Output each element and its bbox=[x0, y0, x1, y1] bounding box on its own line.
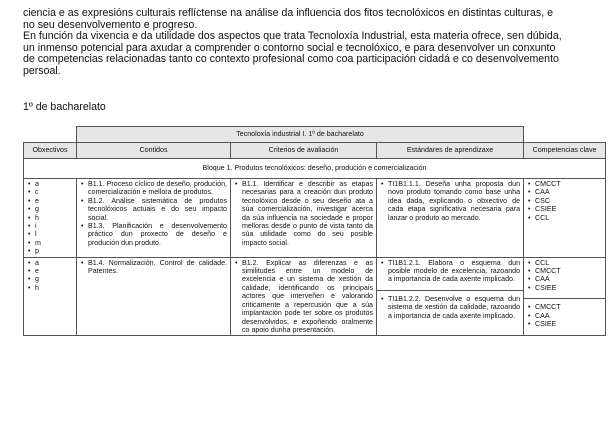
competence-item: • CAA bbox=[535, 188, 602, 196]
competence-item: • CSIEE bbox=[535, 205, 602, 213]
criteria-cell bbox=[231, 257, 377, 336]
header-competences: Competencias clave bbox=[524, 143, 606, 159]
objective-item: • p bbox=[35, 247, 73, 255]
objective-item: • a bbox=[35, 259, 73, 267]
standards-cell bbox=[377, 179, 524, 258]
objective-item: • h bbox=[35, 284, 73, 292]
objective-item: • l bbox=[35, 230, 73, 238]
curriculum-table bbox=[23, 126, 606, 336]
competences-cell bbox=[524, 257, 606, 336]
table-title: Tecnoloxía industrial I. 1º de bacharelato bbox=[77, 127, 524, 143]
contents-cell bbox=[77, 257, 231, 336]
section-heading: 1º de bacharelato bbox=[23, 101, 106, 113]
objective-item: • h bbox=[35, 214, 73, 222]
objectives-cell bbox=[24, 179, 77, 258]
intro-line: ciencia e as expresións culturais reflíctense na análise da influencia dos fitos tecnolóxicos en distintas culturas, e bbox=[23, 7, 553, 19]
objective-item: • i bbox=[35, 222, 73, 230]
content-item: • B1.4. Normalización. Control de calidade. Patentes. bbox=[88, 259, 227, 276]
competence-item: • CMCCT bbox=[535, 267, 602, 275]
content-item: • B1.3. Planificación e desenvolvemento práctico dun proxecto de deseño e produción dun produto. bbox=[88, 222, 227, 247]
objective-item: • g bbox=[35, 205, 73, 213]
intro-line: de competencias relacionadas tanto co contexto profesional como coa participación cidadá e co desenvolvemento bbox=[23, 53, 559, 66]
competence-item: • CMCCT bbox=[535, 180, 602, 188]
objectives-cell bbox=[24, 257, 77, 336]
content-item: • B1.1. Proceso cíclico de deseño, produción, comercialización e mellora de produtos. bbox=[88, 180, 227, 197]
header-objectives: Obxectivos bbox=[24, 143, 77, 159]
competence-item: • CSC bbox=[535, 197, 602, 205]
criterion-item: • B1.1. Identificar e describir as etapas necesarias para a creación dun produto tecnolóxico desde o seu deseño ata a súa comercialización, investigar acerca da súa influencia na sociedade e propor melloras desde o punto de vista tanto da súa utilidade como do seu posible impacto social. bbox=[242, 180, 373, 247]
criterion-item: • B1.2. Explicar as diferenzas e as similitudes entre un modelo de excelencia e un sistema de xestión da calidade, identificando os principais actores que interveñen e valorando criticamente a repercusión que a súa implantación pode ter sobre os produtos desenvolvidos, e expoñendo oralmente co apoio dunha presentación. bbox=[242, 259, 373, 335]
intro-line: persoal. bbox=[23, 64, 61, 77]
competence-item: • CMCCT bbox=[535, 303, 602, 311]
competence-item: • CAA bbox=[535, 312, 602, 320]
header-standards: Estándares de aprendizaxe bbox=[377, 143, 524, 159]
intro-text bbox=[23, 8, 603, 78]
objective-item: • e bbox=[35, 197, 73, 205]
competence-item: • CCL bbox=[535, 259, 602, 267]
competence-item: • CAA bbox=[535, 275, 602, 283]
block-title: Bloque 1. Produtos tecnolóxicos: deseño, produción e comercialización bbox=[24, 159, 606, 179]
table-title-row bbox=[24, 127, 606, 143]
standard-item: • TI1B1.2.1. Elabora o esquema dun posible modelo de excelencia, razoando a importancia de cada axente implicado. bbox=[388, 259, 520, 284]
intro-line: un inmenso potencial para axudar a comprender o contorno social e tecnolóxico, e para desenvolver un conxunto bbox=[23, 41, 556, 54]
criteria-cell bbox=[231, 179, 377, 258]
table-row bbox=[24, 257, 606, 336]
contents-cell bbox=[77, 179, 231, 258]
header-criteria: Criterios de avaliación bbox=[231, 143, 377, 159]
competences-cell bbox=[524, 179, 606, 258]
table-row bbox=[24, 179, 606, 258]
standard-item: • TI1B1.1.1. Deseña unha proposta dun novo produto tomando como base unha idea dada, explicando o obxectivo de cada etapa significativa necesaria para lanzar o produto ao mercado. bbox=[388, 180, 520, 222]
competence-item: • CCL bbox=[535, 214, 602, 222]
competence-item: • CSIEE bbox=[535, 320, 602, 328]
content-item: • B1.2. Análise sistemática de produtos tecnolóxicos actuais e do seu impacto social. bbox=[88, 197, 227, 222]
table-header-row bbox=[24, 143, 606, 159]
competence-item: • CSIEE bbox=[535, 284, 602, 292]
intro-line: En función da vixencia e da utilidade dos aspectos que trata Tecnoloxía Industrial, esta materia ofrece, sen dúbida, bbox=[23, 30, 562, 43]
objective-item: • a bbox=[35, 180, 73, 188]
standards-cell bbox=[377, 257, 524, 336]
objective-item: • g bbox=[35, 275, 73, 283]
block-row bbox=[24, 159, 606, 179]
objective-item: • e bbox=[35, 267, 73, 275]
header-contents: Contidos bbox=[77, 143, 231, 159]
intro-line: no seu desenvolvemento e progreso. bbox=[23, 18, 198, 31]
standard-item: • TI1B1.2.2. Desenvolve o esquema dun sistema de xestión da calidade, razoando a importancia de cada axente implicado. bbox=[388, 295, 520, 320]
objective-item: • m bbox=[35, 239, 73, 247]
objective-item: • c bbox=[35, 188, 73, 196]
